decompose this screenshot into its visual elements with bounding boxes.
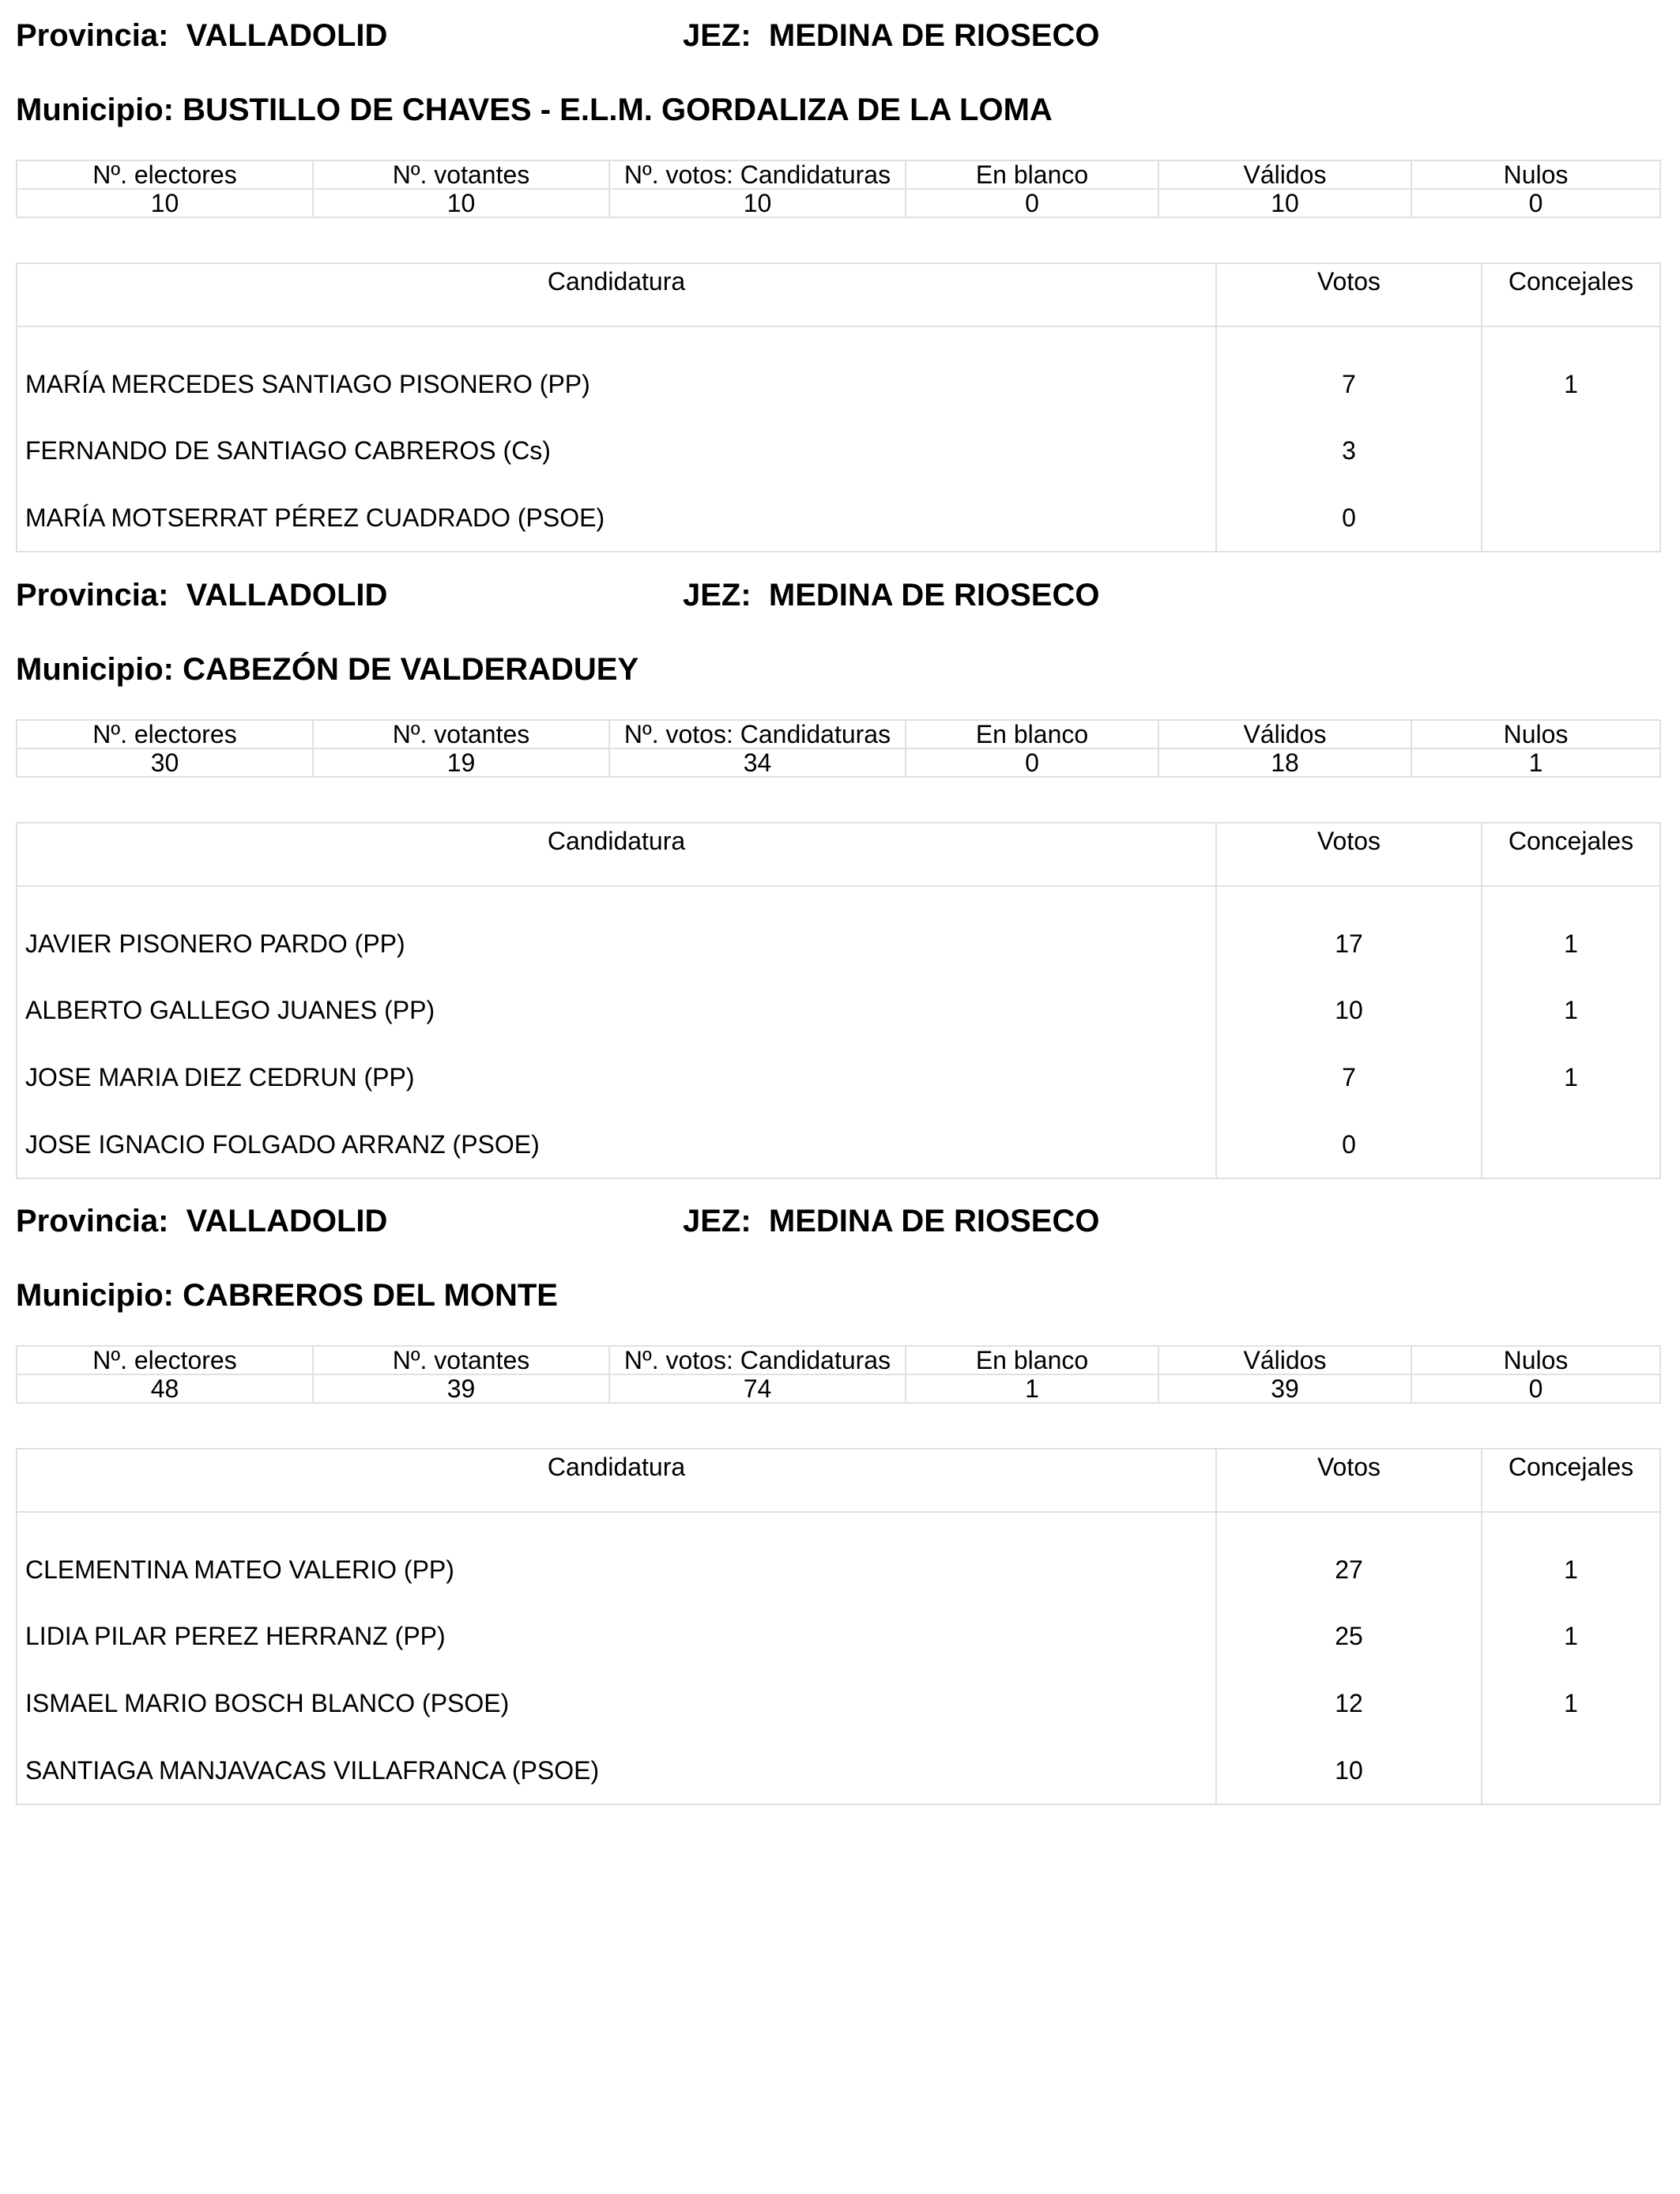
candidates-table <box>16 822 1661 1179</box>
candidate-name: JAVIER PISONERO PARDO (PP) <box>17 886 1216 977</box>
table-row <box>17 1111 1660 1178</box>
jez-label: JEZ: <box>683 1204 751 1238</box>
jez-value: MEDINA DE RIOSECO <box>768 578 1100 613</box>
table-row <box>17 1737 1660 1804</box>
summary-header: En blanco <box>906 160 1158 189</box>
candidatura-header: Candidatura <box>17 823 1216 886</box>
table-row <box>17 886 1660 977</box>
summary-header: En blanco <box>906 1346 1158 1374</box>
table-row <box>17 1044 1660 1111</box>
candidatura-header: Candidatura <box>17 1449 1216 1512</box>
summary-header-row <box>17 160 1660 189</box>
candidate-concejales: 1 <box>1564 929 1578 958</box>
summary-header: En blanco <box>906 720 1158 748</box>
votos-header: Votos <box>1216 823 1482 886</box>
candidate-votos: 0 <box>1216 484 1482 552</box>
summary-value: 10 <box>17 189 313 217</box>
jez-value: MEDINA DE RIOSECO <box>768 1204 1100 1238</box>
provincia-value: VALLADOLID <box>186 1204 388 1238</box>
municipio-label: Municipio: <box>16 1278 174 1313</box>
candidatura-header: Candidatura <box>17 263 1216 326</box>
table-row <box>17 326 1660 417</box>
summary-value-row <box>17 1374 1660 1403</box>
summary-table <box>16 160 1661 218</box>
province-header <box>16 1201 1100 1241</box>
summary-value: 1 <box>1411 748 1660 777</box>
summary-header: Válidos <box>1158 720 1411 748</box>
candidate-concejales: 1 <box>1564 369 1578 398</box>
candidate-name: JOSE MARIA DIEZ CEDRUN (PP) <box>17 1044 1216 1111</box>
summary-header: Nº. electores <box>17 160 313 189</box>
candidate-votos: 12 <box>1216 1670 1482 1737</box>
summary-value: 18 <box>1158 748 1411 777</box>
summary-header: Válidos <box>1158 1346 1411 1374</box>
summary-header: Nº. votantes <box>313 1346 609 1374</box>
province-header <box>16 16 1100 55</box>
summary-value-row <box>17 189 1660 217</box>
summary-value: 30 <box>17 748 313 777</box>
candidate-votos: 10 <box>1216 977 1482 1044</box>
table-row <box>17 977 1660 1044</box>
candidate-votos: 10 <box>1216 1737 1482 1804</box>
summary-header-row <box>17 1346 1660 1374</box>
votos-header: Votos <box>1216 1449 1482 1512</box>
summary-header: Nº. votantes <box>313 720 609 748</box>
candidate-votos: 17 <box>1216 886 1482 977</box>
provincia-value: VALLADOLID <box>186 578 388 613</box>
candidate-name: ISMAEL MARIO BOSCH BLANCO (PSOE) <box>17 1670 1216 1737</box>
concejales-header: Concejales <box>1482 263 1660 326</box>
candidate-name: JOSE IGNACIO FOLGADO ARRANZ (PSOE) <box>17 1111 1216 1178</box>
summary-value: 0 <box>1411 189 1660 217</box>
candidate-concejales <box>1482 484 1660 552</box>
candidates-header-row <box>17 263 1660 326</box>
provincia-label: Provincia: <box>16 18 169 53</box>
candidate-votos: 7 <box>1216 326 1482 417</box>
municipio-header <box>16 90 1053 130</box>
summary-header: Nulos <box>1411 720 1660 748</box>
summary-value: 0 <box>906 748 1158 777</box>
municipio-label: Municipio: <box>16 652 174 687</box>
municipio-value: BUSTILLO DE CHAVES - E.L.M. GORDALIZA DE LA LOMA <box>183 92 1053 127</box>
concejales-header: Concejales <box>1482 1449 1660 1512</box>
summary-header: Nº. votos: Candidaturas <box>609 1346 906 1374</box>
table-row <box>17 484 1660 552</box>
summary-header: Nº. votos: Candidaturas <box>609 160 906 189</box>
candidate-concejales <box>1482 1737 1660 1804</box>
candidate-name: ALBERTO GALLEGO JUANES (PP) <box>17 977 1216 1044</box>
summary-header: Nº. votos: Candidaturas <box>609 720 906 748</box>
candidate-votos: 3 <box>1216 417 1482 484</box>
summary-value: 74 <box>609 1374 906 1403</box>
candidates-table <box>16 1448 1661 1805</box>
summary-value: 0 <box>906 189 1158 217</box>
summary-table <box>16 1345 1661 1404</box>
summary-header: Nulos <box>1411 160 1660 189</box>
provincia-label: Provincia: <box>16 1204 169 1238</box>
table-row <box>17 417 1660 484</box>
table-row <box>17 1512 1660 1603</box>
municipio-header <box>16 1276 558 1315</box>
summary-header: Nº. votantes <box>313 160 609 189</box>
summary-value: 39 <box>313 1374 609 1403</box>
candidate-concejales: 1 <box>1564 996 1578 1024</box>
concejales-header: Concejales <box>1482 823 1660 886</box>
summary-value: 48 <box>17 1374 313 1403</box>
candidates-header-row <box>17 1449 1660 1512</box>
summary-value: 34 <box>609 748 906 777</box>
candidate-name: LIDIA PILAR PEREZ HERRANZ (PP) <box>17 1603 1216 1670</box>
candidate-votos: 27 <box>1216 1512 1482 1603</box>
candidate-name: MARÍA MERCEDES SANTIAGO PISONERO (PP) <box>17 326 1216 417</box>
jez-label: JEZ: <box>683 578 751 613</box>
summary-value-row <box>17 748 1660 777</box>
votos-header: Votos <box>1216 263 1482 326</box>
summary-value: 0 <box>1411 1374 1660 1403</box>
candidate-name: FERNANDO DE SANTIAGO CABREROS (Cs) <box>17 417 1216 484</box>
province-header <box>16 575 1100 615</box>
summary-value: 19 <box>313 748 609 777</box>
summary-value: 10 <box>313 189 609 217</box>
summary-value: 10 <box>1158 189 1411 217</box>
candidate-votos: 7 <box>1216 1044 1482 1111</box>
candidate-name: CLEMENTINA MATEO VALERIO (PP) <box>17 1512 1216 1603</box>
jez-value: MEDINA DE RIOSECO <box>768 18 1100 53</box>
jez-label: JEZ: <box>683 18 751 53</box>
candidate-concejales: 1 <box>1564 1063 1578 1091</box>
municipio-value: CABREROS DEL MONTE <box>183 1278 558 1313</box>
candidate-concejales: 1 <box>1564 1555 1578 1584</box>
candidate-concejales: 1 <box>1564 1689 1578 1717</box>
provincia-label: Provincia: <box>16 578 169 613</box>
municipio-header <box>16 650 638 689</box>
summary-header: Nº. electores <box>17 720 313 748</box>
municipio-value: CABEZÓN DE VALDERADUEY <box>183 652 639 687</box>
candidate-votos: 25 <box>1216 1603 1482 1670</box>
candidate-votos: 0 <box>1216 1111 1482 1178</box>
provincia-value: VALLADOLID <box>186 18 388 53</box>
summary-header: Válidos <box>1158 160 1411 189</box>
candidates-header-row <box>17 823 1660 886</box>
municipio-label: Municipio: <box>16 92 174 127</box>
candidate-concejales: 1 <box>1564 1622 1578 1650</box>
table-row <box>17 1603 1660 1670</box>
candidates-table <box>16 262 1661 552</box>
summary-value: 39 <box>1158 1374 1411 1403</box>
table-row <box>17 1670 1660 1737</box>
candidate-name: MARÍA MOTSERRAT PÉREZ CUADRADO (PSOE) <box>17 484 1216 552</box>
summary-header-row <box>17 720 1660 748</box>
summary-header: Nº. electores <box>17 1346 313 1374</box>
candidate-concejales <box>1482 417 1660 484</box>
summary-header: Nulos <box>1411 1346 1660 1374</box>
candidate-name: SANTIAGA MANJAVACAS VILLAFRANCA (PSOE) <box>17 1737 1216 1804</box>
candidate-concejales <box>1482 1111 1660 1178</box>
summary-table <box>16 719 1661 778</box>
summary-value: 1 <box>906 1374 1158 1403</box>
summary-value: 10 <box>609 189 906 217</box>
